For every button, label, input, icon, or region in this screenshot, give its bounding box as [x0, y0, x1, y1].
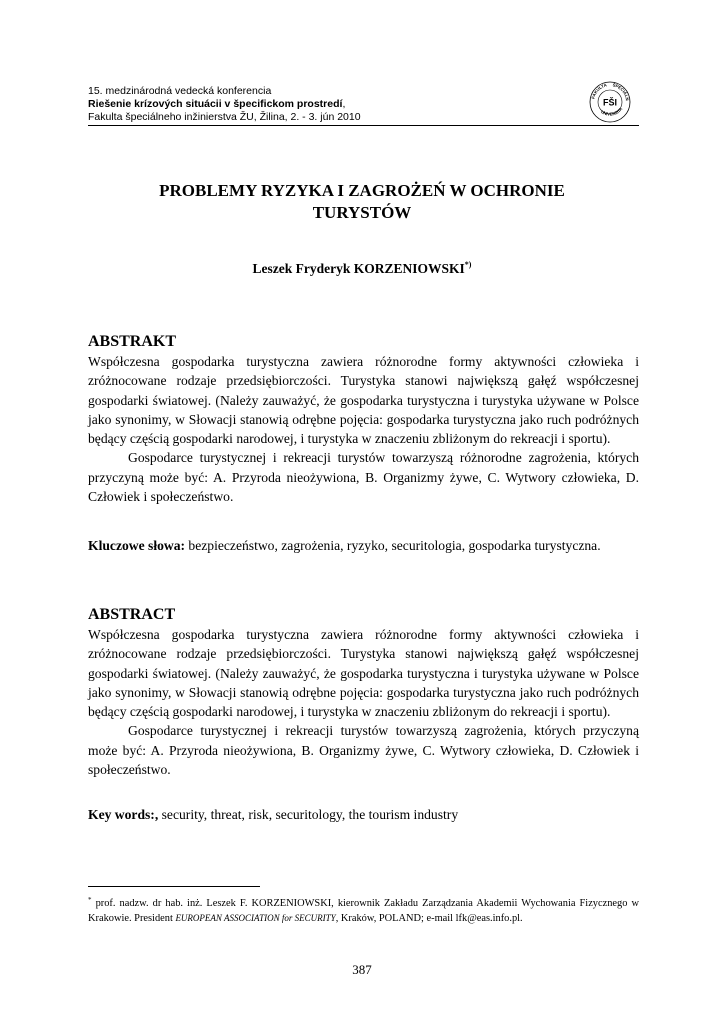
abstract-section	[88, 605, 639, 779]
author-footnote-mark: *)	[464, 260, 472, 269]
keywords-polish-label: Kluczowe słowa:	[88, 538, 186, 553]
paper-title-line2: TURYSTÓW	[312, 203, 412, 222]
paper-title	[100, 180, 624, 224]
footnote-text-2: , Kraków, POLAND; e-mail lfk@eas.info.pl.	[335, 913, 523, 924]
page-number: 387	[352, 962, 372, 977]
conference-header	[88, 85, 648, 124]
logo-ring-bottom: UNIVERZITA	[600, 106, 624, 117]
abstract-paragraph-1: Współczesna gospodarka turystyczna zawiera różnorodne formy aktywności człowieka i zróżnocowane rodzaje przedsiębiorczości. Turystyka stanowi największą gałęź współczesnej gospodarki światowej. (Należy zauważyć, że gospodarka turystyczna i turystyka używane w Polsce jako synonimy, w Słowacji stanowią odrębne pojęcia: gospodarka turystyczna jako ruch podróżnych będący częścią gospodarki narodowej, i turystyka w znaczeniu zbliżonym do rekreacji i sportu).	[88, 627, 639, 720]
keywords-english-label: Key words:,	[88, 807, 159, 822]
faculty-logo	[588, 80, 632, 124]
footnote-mark: *	[88, 896, 92, 904]
abstrakt-section	[88, 332, 639, 506]
paper-title-line1: PROBLEMY RYZYKA I ZAGROŻEŃ W OCHRONIE	[159, 181, 565, 200]
keywords-english-text: security, threat, risk, securitology, the tourism industry	[158, 807, 459, 822]
logo-ring-right: ŠPECIÁLN	[612, 82, 630, 101]
svg-text:UNIVERZITA	[600, 106, 623, 116]
footnote-rule	[88, 886, 260, 887]
logo-ring-left: FAKULTA	[590, 82, 608, 100]
keywords-polish	[88, 536, 639, 555]
header-rule	[88, 125, 639, 126]
conference-venue: Fakulta špeciálneho inžinierstva ŽU, Žilina, 2. - 3. jún 2010	[88, 111, 361, 123]
conference-name: 15. medzinárodná vedecká konferencia	[88, 85, 272, 97]
abstrakt-paragraph-2: Gospodarce turystycznej i rekreacji turystów towarzyszą różnorodne zagrożenia, których przyczyną może być: A. Przyroda nieożywiona, B. Organizmy żywe, C. Wytwory człowieka, D. Człowiek i społeczeństwo.	[88, 450, 639, 505]
abstract-paragraph-2: Gospodarce turystycznej i rekreacji turystów towarzyszą zagrożenia, których przyczyną może być: A. Przyroda nieożywiona, B. Organizmy żywe, C. Wytwory człowieka, D. Człowiek i społeczeństwo.	[88, 723, 639, 778]
footnote-organization: EUROPEAN ASSOCIATION for SECURITY	[175, 913, 336, 923]
conference-theme-comma: ,	[342, 98, 346, 110]
keywords-polish-text: bezpieczeństwo, zagrożenia, ryzyko, securitologia, gospodarka turystyczna.	[185, 538, 601, 553]
keywords-english	[88, 805, 639, 824]
author-footnote	[88, 893, 639, 926]
author-name: Leszek Fryderyk KORZENIOWSKI	[252, 261, 465, 276]
author-line	[100, 260, 624, 277]
footnote-text-1: prof. nadzw. dr hab. inż. Leszek F. KORZENIOWSKI, kierownik Zakładu Zarządzania Akademii Wychowania Fizycznego w Krakowie. President	[88, 898, 639, 924]
abstrakt-paragraph-1: Współczesna gospodarka turystyczna zawiera różnorodne formy aktywności człowieka i zróżnocowane rodzaje przedsiębiorczości. Turystyka stanowi największą gałęź współczesnej gospodarki światowej. (Należy zauważyć, że gospodarka turystyczna i turystyka używane w Polsce jako synonimy, w Słowacji stanowią odrębne pojęcia: gospodarka turystyczna jako ruch podróżnych będący częścią gospodarki narodowej, i turystyka w znaczeniu zbliżonym do rekreacji i sportu).	[88, 354, 639, 447]
conference-theme-title: Riešenie krízových situácii v špecifickom prostredí	[88, 98, 343, 110]
abstrakt-heading: ABSTRAKT	[88, 333, 177, 350]
conference-theme	[88, 98, 648, 111]
abstract-heading: ABSTRACT	[88, 606, 176, 623]
logo-center-text: FŠI	[602, 97, 618, 108]
